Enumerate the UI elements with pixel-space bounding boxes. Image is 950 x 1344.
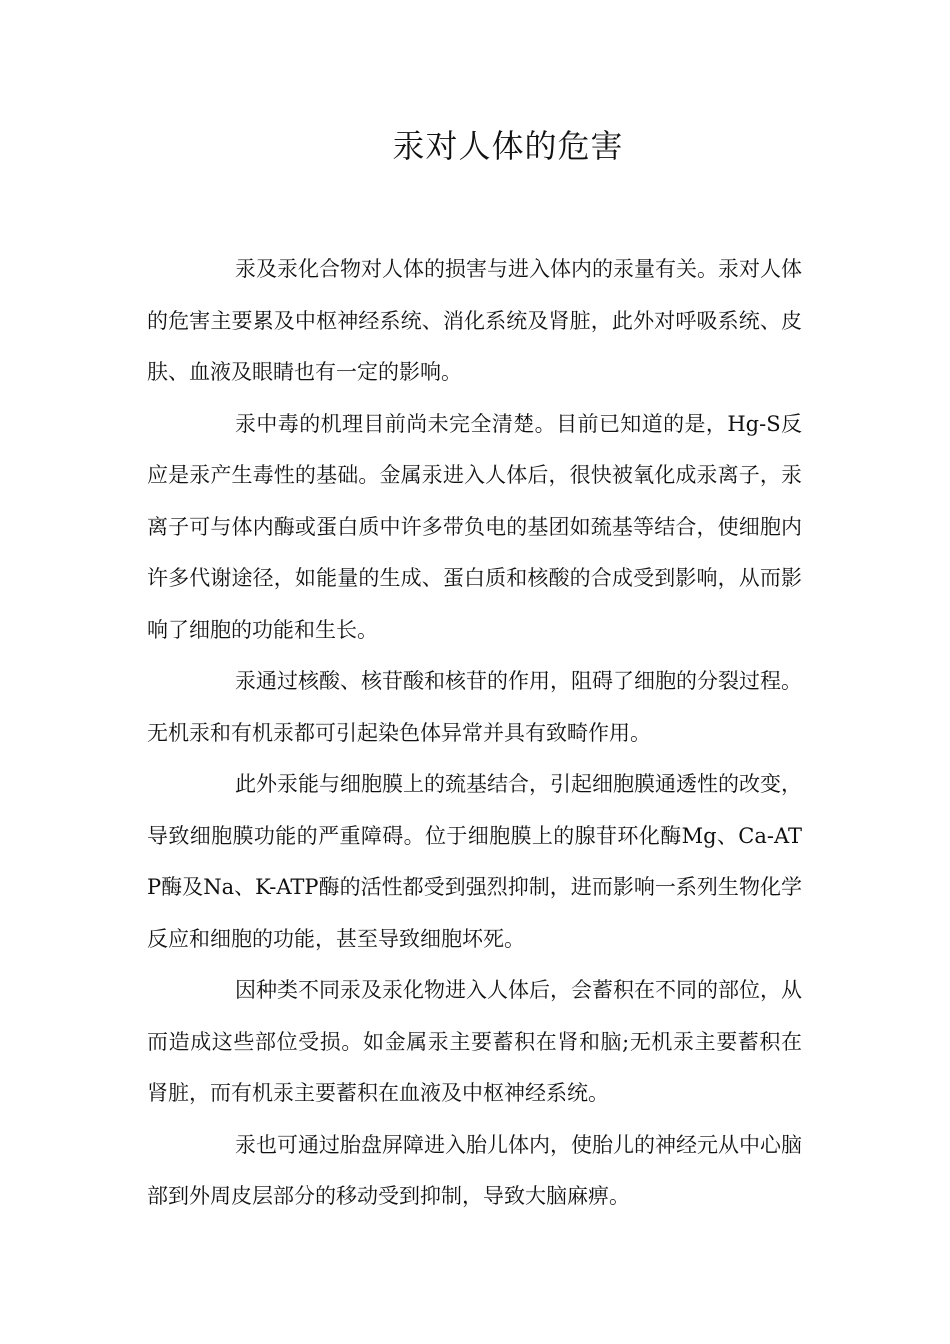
document-body bbox=[147, 244, 802, 1223]
paragraph-4: 此外汞能与细胞膜上的巯基结合，引起细胞膜通透性的改变，导致细胞膜功能的严重障碍。位于细胞膜上的腺苷环化酶Mg、Ca-ATP酶及Na、K-ATP酶的活性都受到强烈抑制，进而影响一系列生物化学反应和细胞的功能，甚至导致细胞坏死。 bbox=[147, 772, 802, 951]
paragraph-2: 汞中毒的机理目前尚未完全清楚。目前已知道的是，Hg-S反应是汞产生毒性的基础。金属汞进入人体后，很快被氧化成汞离子，汞离子可与体内酶或蛋白质中许多带负电的基团如巯基等结合，使细胞内许多代谢途径，如能量的生成、蛋白质和核酸的合成受到影响，从而影响了细胞的功能和生长。 bbox=[147, 411, 802, 642]
document-title: 汞对人体的危害 bbox=[392, 127, 624, 165]
paragraph-1: 汞及汞化合物对人体的损害与进入体内的汞量有关。汞对人体的危害主要累及中枢神经系统、消化系统及肾脏，此外对呼吸系统、皮肤、血液及眼睛也有一定的影响。 bbox=[147, 257, 802, 384]
paragraph-6: 汞也可通过胎盘屏障进入胎儿体内，使胎儿的神经元从中心脑部到外周皮层部分的移动受到抑制，导致大脑麻痹。 bbox=[147, 1132, 802, 1208]
paragraph-5: 因种类不同汞及汞化物进入人体后，会蓄积在不同的部位，从而造成这些部位受损。如金属汞主要蓄积在肾和脑;无机汞主要蓄积在肾脏，而有机汞主要蓄积在血液及中枢神经系统。 bbox=[147, 978, 802, 1105]
paragraph-3: 汞通过核酸、核苷酸和核苷的作用，阻碍了细胞的分裂过程。无机汞和有机汞都可引起染色体异常并具有致畸作用。 bbox=[147, 669, 802, 745]
